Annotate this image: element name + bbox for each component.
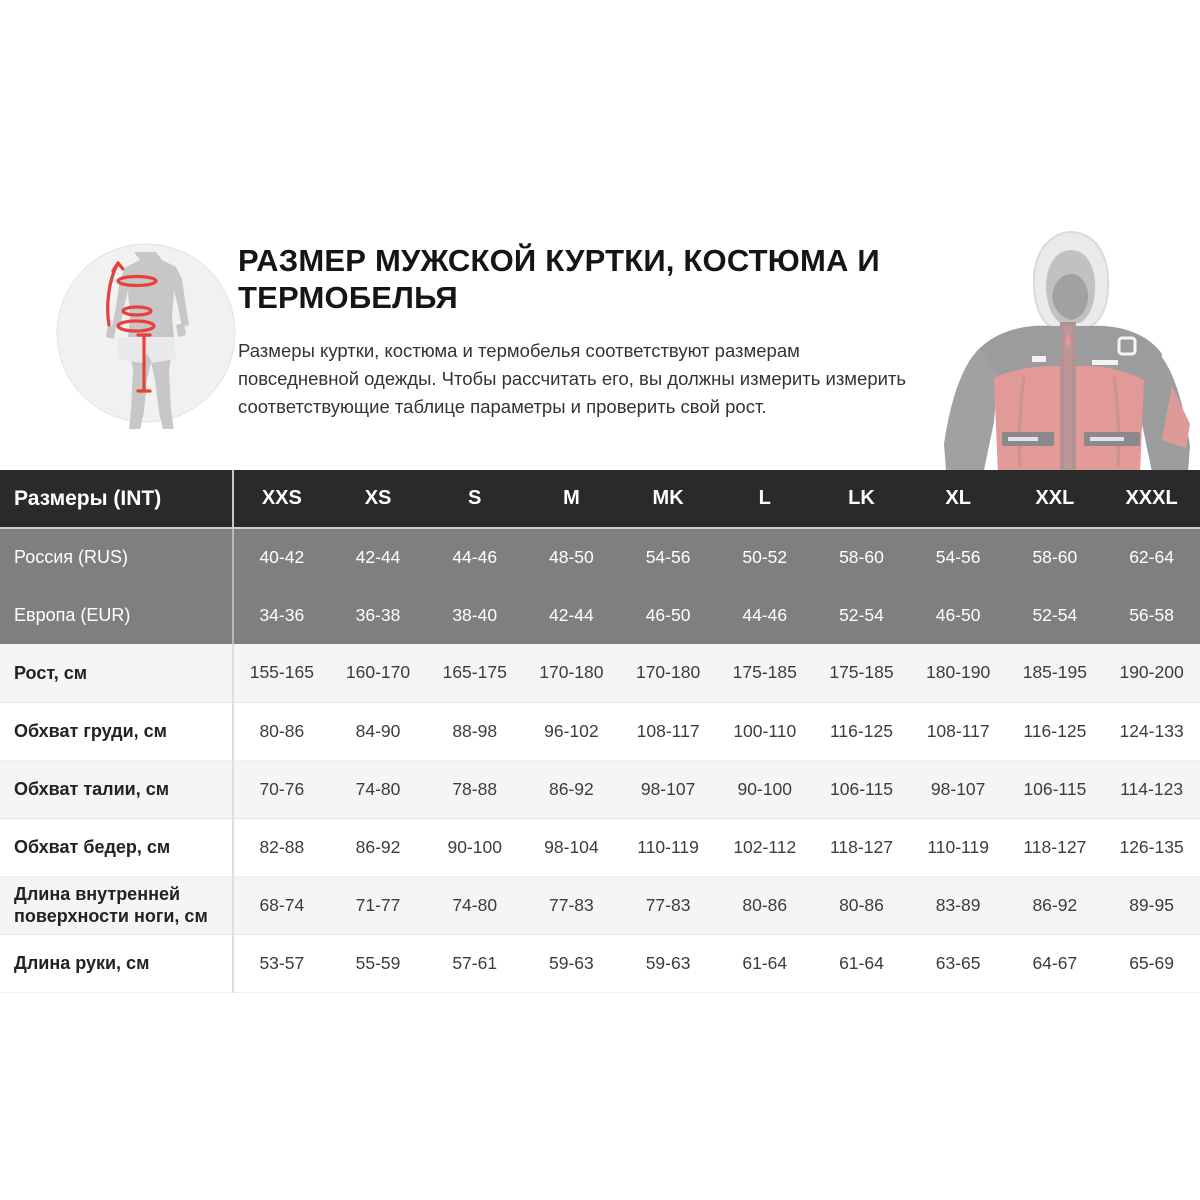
- size-value-cell: 80-86: [839, 894, 884, 915]
- size-value-cell: 58-60: [839, 547, 884, 567]
- size-value-cell: 59-63: [645, 952, 691, 973]
- size-value-cell: 90-100: [447, 836, 502, 857]
- size-value-cell: 78-88: [452, 778, 498, 799]
- row-label: Рост, см: [14, 662, 88, 683]
- table-row: [0, 934, 1200, 992]
- size-value-cell: 96-102: [544, 720, 599, 741]
- size-column-header: XXS: [233, 470, 330, 528]
- size-column-header: XXXL: [1103, 470, 1200, 528]
- size-value-cell: 44-46: [452, 547, 498, 567]
- size-value-cell: 155-165: [233, 644, 330, 702]
- size-column-header: XXL: [1007, 470, 1104, 528]
- size-value-cell: 77-83: [645, 894, 691, 915]
- size-value-cell: 44-46: [742, 604, 788, 625]
- row-label: Россия (RUS): [14, 547, 129, 567]
- size-value-cell: 77-83: [549, 894, 594, 915]
- size-value-cell: 124-133: [1119, 720, 1184, 741]
- size-value-cell: 52-54: [839, 604, 884, 625]
- size-value-cell: 180-190: [926, 662, 991, 683]
- table-row: [0, 586, 1200, 644]
- size-value-cell: 38-40: [452, 604, 498, 625]
- size-value-cell: 52-54: [1032, 604, 1078, 625]
- table-row: [0, 760, 1200, 818]
- table-row: [0, 702, 1200, 760]
- size-value-cell: 88-98: [452, 720, 498, 741]
- body-measurement-diagram-icon: [56, 237, 236, 429]
- row-label: Длина руки, см: [14, 952, 150, 973]
- size-value-cell: 65-69: [1129, 952, 1174, 973]
- size-value-cell: 108-117: [636, 720, 700, 741]
- size-value-cell: 108-117: [926, 720, 990, 741]
- size-value-cell: 106-115: [1023, 778, 1087, 799]
- size-value-cell: 86-92: [355, 836, 401, 857]
- size-value-cell: 82-88: [233, 818, 330, 876]
- size-value-cell: 56-58: [1129, 604, 1174, 625]
- size-table-body: [0, 528, 1200, 992]
- product-jacket-image: [936, 226, 1200, 474]
- size-value-cell: 98-104: [544, 836, 599, 857]
- size-value-cell: 46-50: [645, 604, 691, 625]
- size-value-cell: 170-180: [539, 662, 604, 683]
- size-table-header-row: [0, 470, 1200, 528]
- size-value-cell: 61-64: [742, 952, 788, 973]
- table-row: [0, 644, 1200, 702]
- size-value-cell: 106-115: [830, 778, 893, 799]
- size-value-cell: 90-100: [737, 778, 793, 799]
- size-column-header: M: [523, 470, 620, 528]
- size-value-cell: 160-170: [345, 662, 411, 683]
- size-value-cell: 110-119: [927, 836, 989, 857]
- row-label: Обхват талии, см: [14, 778, 170, 799]
- size-value-cell: 42-44: [355, 547, 401, 567]
- size-value-cell: 185-195: [1022, 662, 1087, 683]
- size-value-cell: 46-50: [935, 604, 981, 625]
- size-value-cell: 64-67: [1032, 952, 1078, 973]
- row-label-header: Размеры (INT): [0, 470, 233, 528]
- size-value-cell: 70-76: [233, 760, 330, 818]
- size-value-cell: 57-61: [452, 952, 498, 973]
- size-value-cell: 48-50: [549, 547, 594, 567]
- body-measurement-diagram-svg: [56, 237, 236, 429]
- size-value-cell: 83-89: [935, 894, 981, 915]
- size-value-cell: 165-175: [442, 662, 507, 683]
- size-value-cell: 114-123: [1120, 778, 1184, 799]
- size-column-header: MK: [620, 470, 717, 528]
- size-value-cell: 74-80: [355, 778, 401, 799]
- size-value-cell: 62-64: [1129, 547, 1174, 567]
- size-value-cell: 84-90: [355, 720, 401, 741]
- row-label: Обхват груди, см: [14, 720, 167, 741]
- size-value-cell: 54-56: [645, 547, 691, 567]
- size-value-cell: 102-112: [733, 836, 797, 857]
- size-column-header: L: [716, 470, 813, 528]
- size-value-cell: 190-200: [1119, 662, 1184, 683]
- size-table-section: [0, 470, 1200, 993]
- table-row: [0, 876, 1200, 934]
- size-value-cell: 118-127: [1023, 836, 1087, 857]
- size-value-cell: 36-38: [355, 604, 401, 625]
- size-value-cell: 100-110: [733, 720, 797, 741]
- size-value-cell: 53-57: [233, 934, 330, 992]
- jacket-svg: [936, 226, 1200, 474]
- size-value-cell: 34-36: [233, 586, 330, 644]
- size-value-cell: 71-77: [355, 894, 401, 915]
- size-value-cell: 55-59: [355, 952, 401, 973]
- size-value-cell: 86-92: [549, 778, 594, 799]
- size-value-cell: 80-86: [742, 894, 788, 915]
- size-value-cell: 116-125: [1023, 720, 1087, 741]
- size-value-cell: 58-60: [1032, 547, 1078, 567]
- size-value-cell: 118-127: [830, 836, 893, 857]
- size-value-cell: 40-42: [233, 528, 330, 586]
- size-value-cell: 98-107: [640, 778, 696, 799]
- size-column-header: XL: [910, 470, 1007, 528]
- table-row: [0, 528, 1200, 586]
- size-value-cell: 126-135: [1119, 836, 1184, 857]
- size-value-cell: 59-63: [549, 952, 594, 973]
- size-value-cell: 175-185: [829, 662, 894, 683]
- size-value-cell: 42-44: [549, 604, 594, 625]
- size-value-cell: 170-180: [635, 662, 701, 683]
- size-value-cell: 54-56: [935, 547, 981, 567]
- size-column-header: XS: [330, 470, 427, 528]
- size-value-cell: 68-74: [233, 876, 330, 934]
- size-value-cell: 61-64: [839, 952, 884, 973]
- row-label: Обхват бедер, см: [14, 836, 171, 857]
- size-value-cell: 89-95: [1129, 894, 1174, 915]
- size-value-cell: 74-80: [452, 894, 498, 915]
- size-value-cell: 80-86: [233, 702, 330, 760]
- size-value-cell: 116-125: [830, 720, 893, 741]
- size-value-cell: 175-185: [732, 662, 797, 683]
- table-row: [0, 818, 1200, 876]
- size-column-header: S: [426, 470, 523, 528]
- intro-section: [238, 243, 926, 420]
- size-value-cell: 110-119: [637, 836, 699, 857]
- size-value-cell: 63-65: [935, 952, 981, 973]
- size-value-cell: 86-92: [1032, 894, 1078, 915]
- size-value-cell: 98-107: [930, 778, 986, 799]
- row-label: Длина внутренней поверхности ноги, см: [14, 883, 208, 926]
- size-column-header: LK: [813, 470, 910, 528]
- size-table: [0, 470, 1200, 993]
- page-description: Размеры куртки, костюма и термобелья соответствуют размерам повседневной одежды. Чтобы рассчитать его, вы должны измерить измерить соответствующие таблице параметры и проверить свой рост.: [238, 340, 907, 417]
- size-value-cell: 50-52: [742, 547, 788, 567]
- row-label: Европа (EUR): [14, 604, 131, 625]
- page-title: РАЗМЕР МУЖСКОЙ КУРТКИ, КОСТЮМА И ТЕРМОБЕЛЬЯ: [238, 243, 880, 315]
